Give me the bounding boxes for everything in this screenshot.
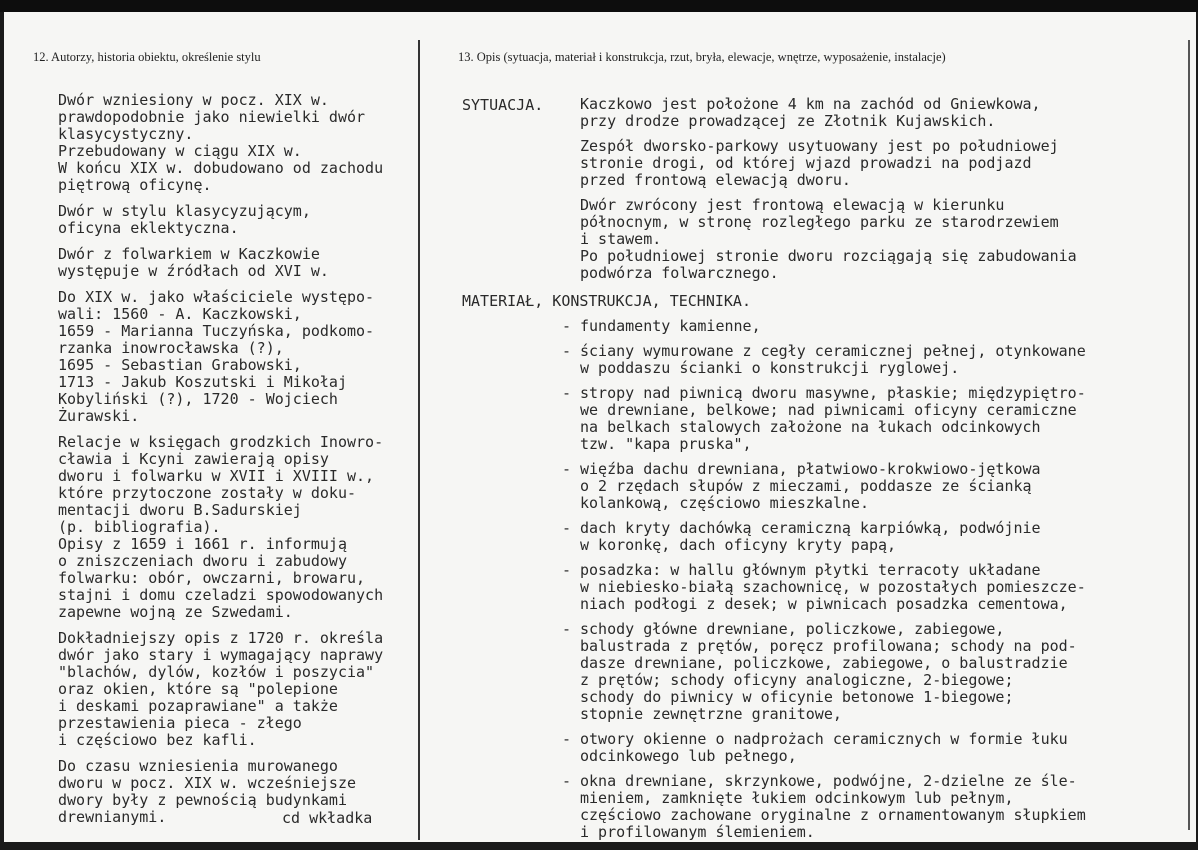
text-line: niach podłogi z desek; w piwnicach posadzka cementowa, (580, 595, 1068, 613)
text-line: otwory okienne o nadprożach ceramicznych w formie łuku (580, 730, 1068, 748)
bullet-dash: - (562, 519, 572, 537)
situation-paragraph (580, 96, 1180, 130)
text-line: dwór jako stary i wymagający naprawy (58, 646, 384, 664)
text-line: podwórza folwarcznego. (580, 264, 779, 282)
text-line: dach kryty dachówką ceramiczną karpiówką, podwójnie (580, 519, 1041, 537)
bullet-dash: - (562, 730, 572, 748)
list-item (562, 318, 1162, 335)
text-line: Dokładniejszy opis z 1720 r. określa (58, 629, 384, 647)
text-line: stopnie zewnętrzne granitowe, (580, 705, 842, 723)
text-line: we drewniane, belkowe; nad piwnicami oficyny ceramiczne (580, 401, 1077, 419)
situation-paragraph (580, 138, 1180, 189)
text-line: Kaczkowo jest położone 4 km na zachód od Gniewkowa, (580, 95, 1041, 113)
text-line: Zespół dworsko-parkowy usytuowany jest po południowej (580, 137, 1059, 155)
history-paragraph (58, 246, 418, 280)
text-line: Dwór wzniesiony w pocz. XIX w. (58, 91, 329, 109)
text-line: 1695 - Sebastian Grabowski, (58, 356, 302, 374)
text-line: dworu w pocz. XIX w. wcześniejsze (58, 774, 357, 792)
text-line: przy drodze prowadzącej ze Złotnik Kujawskich. (580, 112, 996, 130)
text-line: mieniem, zamknięte łukiem odcinkowym lub pełnym, (580, 789, 1014, 807)
text-line: 1659 - Marianna Tuczyńska, podkomo- (58, 322, 375, 340)
situation-text (580, 96, 1180, 290)
text-line: Żurawski. (58, 407, 140, 425)
text-line: "blachów, dylów, kozłów i poszycia" (58, 663, 375, 681)
text-line: przestawienia pieca - złego (58, 714, 302, 732)
text-line: Dwór w stylu klasycyzującym, (58, 202, 311, 220)
text-line: i stawem. (580, 230, 662, 248)
text-line: tzw. "kapa pruska", (580, 435, 752, 453)
history-paragraph (58, 630, 418, 749)
history-paragraph (58, 92, 418, 194)
text-line: odcinkowego lub pełnego, (580, 747, 797, 765)
text-line: ściany wymurowane z cegły ceramicznej pełnej, otynkowane (580, 342, 1086, 360)
text-line: w koronkę, dach oficyny kryty papą, (580, 536, 897, 554)
text-line: okna drewniane, skrzynkowe, podwójne, 2-dzielne ze ślе- (580, 772, 1077, 790)
list-item (562, 343, 1162, 377)
text-line: Opisy z 1659 i 1661 r. informują (58, 535, 347, 553)
material-label: MATERIAŁ, KONSTRUKCJA, TECHNIKA. (462, 292, 751, 310)
text-line: balustrada z prętów, poręcz profilowana; schody na pod- (580, 637, 1077, 655)
text-line: Do XIX w. jako właściciele występo- (58, 288, 375, 306)
text-line: schody do piwnicy w oficynie betonowe 1-biegowe; (580, 688, 1014, 706)
continuation-note: cd wkładka (282, 809, 373, 827)
list-item (562, 520, 1162, 554)
bullet-dash: - (562, 317, 572, 335)
right-border (1188, 40, 1190, 830)
text-line: fundamenty kamienne, (580, 317, 761, 335)
text-line: dasze drewniane, policzkowe, zabiegowe, o balustradzie (580, 654, 1068, 672)
text-line: przed frontową elewacją dworu. (580, 171, 851, 189)
text-line: oficyna eklektyczna. (58, 219, 239, 237)
bullet-dash: - (562, 561, 572, 579)
text-line: Dwór z folwarkiem w Kaczkowie (58, 245, 320, 263)
text-line: i częściowo bez kafli. (58, 731, 257, 749)
text-line: północnym, w stronę rozległego parku ze starodrzewiem (580, 213, 1059, 231)
text-line: z prętów; schody oficyny analogiczne, 2-biegowe; (580, 671, 1014, 689)
scan-top-edge (0, 0, 1198, 12)
text-line: dwory były z pewnością budynkami (58, 791, 347, 809)
text-line: które przytoczone zostały w doku- (58, 484, 357, 502)
text-line: na belkach stalowych założone na łukach odcinkowych (580, 418, 1041, 436)
text-line: Kobyliński (?), 1720 - Wojciech (58, 390, 338, 408)
material-list (562, 318, 1162, 849)
bullet-dash: - (562, 342, 572, 360)
text-line: stronie drogi, od której wjazd prowadzi na podjazd (580, 154, 1032, 172)
text-line: mentacji dworu B.Sadurskiej (58, 501, 302, 519)
text-line: Do czasu wzniesienia murowanego (58, 757, 338, 775)
list-item (562, 461, 1162, 512)
text-line: w poddaszu ścianki o konstrukcji ryglowej. (580, 359, 960, 377)
text-line: (p. bibliografia). (58, 518, 221, 536)
text-line: prawdopodobnie jako niewielki dwór (58, 108, 366, 126)
text-line: o 2 rzędach słupów z mieczami, poddasze ze ścianką (580, 477, 1032, 495)
text-line: drewnianymi. (58, 808, 167, 826)
situation-paragraph (580, 197, 1180, 282)
text-line: Relacje w księgach grodzkich Inowro- (58, 433, 384, 451)
bullet-dash: - (562, 384, 572, 402)
text-line: Dwór zwrócony jest frontową elewacją w kierunku (580, 196, 1005, 214)
text-line: występuje w źródłach od XVI w. (58, 262, 329, 280)
text-line: posadzka: w hallu głównym płytki terracoty układane (580, 561, 1041, 579)
text-line: kolankową, częściowo mieszkalne. (580, 494, 869, 512)
text-line: o zniszczeniach dworu i zabudowy (58, 552, 347, 570)
list-item (562, 385, 1162, 453)
text-line: piętrową oficynę. (58, 176, 212, 194)
text-line: klasycystyczny. (58, 125, 194, 143)
situation-label: SYTUACJA. (462, 96, 544, 114)
text-line: i profilowanym ślemieniem. (580, 823, 815, 841)
text-line: więźba dachu drewniana, płatwiowo-krokwiowo-jętkowa (580, 460, 1041, 478)
column-divider (418, 40, 420, 840)
text-line: schody główne drewniane, policzkowe, zabiegowe, (580, 620, 1005, 638)
text-line: wali: 1560 - A. Kaczkowski, (58, 305, 302, 323)
history-paragraph (58, 289, 418, 425)
list-item (562, 731, 1162, 765)
text-line: zapewne wojną ze Szwedami. (58, 603, 293, 621)
text-line: folwarku: obór, owczarni, browaru, (58, 569, 366, 587)
text-line: Przebudowany w ciągu XIX w. (58, 142, 302, 160)
bullet-dash: - (562, 772, 572, 790)
text-line: 1713 - Jakub Koszutski i Mikołaj (58, 373, 347, 391)
text-line: oraz okien, które są "polepione (58, 680, 338, 698)
text-line: Po południowej stronie dworu rozciągają się zabudowania (580, 247, 1077, 265)
left-section-header: 12. Autorzy, historia obiektu, określenie stylu (33, 50, 261, 64)
text-line: stajni i domu czeladzi spowodowanych (58, 586, 384, 604)
history-paragraph (58, 434, 418, 621)
right-section-header: 13. Opis (sytuacja, materiał i konstrukcja, rzut, bryła, elewacje, wnętrze, wyposażenie, instalacje) (458, 50, 946, 64)
text-line: i deskami pozaprawiane" a także (58, 697, 338, 715)
bullet-dash: - (562, 620, 572, 638)
list-item (562, 621, 1162, 723)
history-paragraph (58, 203, 418, 237)
text-line: dworu i folwarku w XVII i XVIII w., (58, 467, 375, 485)
history-column (58, 92, 418, 835)
text-line: w niebiesko-białą szachownicę, w pozostałych pomieszcze- (580, 578, 1086, 596)
text-line: cławia i Kcyni zawierają opisy (58, 450, 329, 468)
text-line: stropy nad piwnicą dworu masywne, płaskie; międzypiętro- (580, 384, 1086, 402)
list-item (562, 773, 1162, 841)
list-item (562, 562, 1162, 613)
text-line: rzanka inowrocławska (?), (58, 339, 284, 357)
bullet-dash: - (562, 460, 572, 478)
text-line: W końcu XIX w. dobudowano od zachodu (58, 159, 384, 177)
text-line: częściowo zachowane oryginalne z ornamentowanym słupkiem (580, 806, 1086, 824)
